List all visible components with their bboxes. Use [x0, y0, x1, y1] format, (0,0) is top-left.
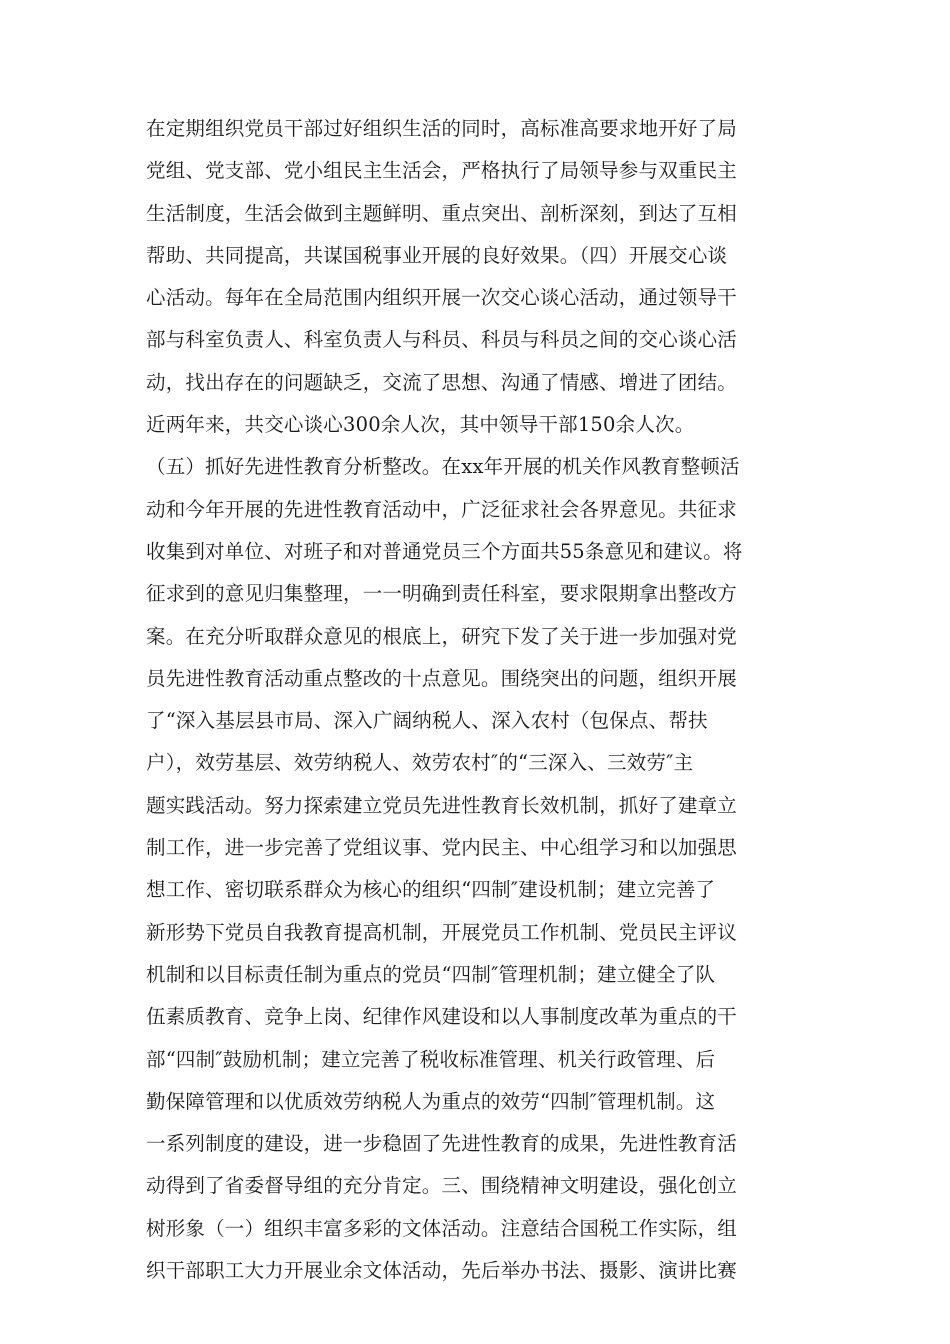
text-line: （五）抓好先进性教育分析整改。在xx年开展的机关作风教育整顿活 [146, 455, 740, 479]
text-line: 收集到对单位、对班子和对普通党员三个方面共55条意见和建议。将 [146, 539, 743, 563]
text-line: 伍素质教育、竞争上岗、纪律作风建设和以人事制度改革为重点的干 [146, 1005, 738, 1029]
text-line: 心活动。每年在全局范围内组织开展一次交心谈心活动，通过领导干 [146, 286, 738, 310]
body-text [146, 108, 826, 1292]
text-line: 在定期组织党员干部过好组织生活的同时，高标准高要求地开好了局 [146, 117, 738, 140]
text-line: 户），效劳基层、效劳纳税人、效劳农村″的“三深入、三效劳″主 [146, 751, 694, 775]
text-line: 树形象（一）组织丰富多彩的文体活动。注意结合国税工作实际，组 [146, 1216, 738, 1240]
text-line: 了“深入基层县市局、深入广阔纳税人、深入农村（包保点、帮扶 [146, 709, 708, 733]
text-line: 党组、党支部、党小组民主生活会，严格执行了局领导参与双重民主 [146, 159, 738, 183]
text-line: 想工作、密切联系群众为核心的组织“四制″建设机制；建立完善了 [146, 878, 716, 902]
text-line: 动，找出存在的问题缺乏，交流了思想、沟通了情感、增进了团结。 [146, 370, 738, 394]
text-line: 案。在充分听取群众意见的根底上，研究下发了关于进一步加强对党 [146, 624, 738, 648]
text-line: 帮助、共同提高，共谋国税事业开展的良好效果。（四）开展交心谈 [146, 243, 728, 267]
text-line: 勤保障管理和以优质效劳纳税人为重点的效劳“四制″管理机制。这 [146, 1089, 716, 1113]
text-line: 新形势下党员自我教育提高机制，开展党员工作机制、党员民主评议 [146, 920, 738, 944]
text-line: 部与科室负责人、科室负责人与科员、科员与科员之间的交心谈心活 [146, 328, 738, 352]
text-line: 织干部职工大力开展业余文体活动，先后举办书法、摄影、演讲比赛 [146, 1259, 738, 1283]
text-line: 机制和以目标责任制为重点的党员“四制″管理机制；建立健全了队 [146, 962, 716, 986]
text-line: 动和今年开展的先进性教育活动中，广泛征求社会各界意见。共征求 [146, 497, 738, 521]
text-line: 近两年来，共交心谈心300余人次，其中领导干部150余人次。 [146, 413, 695, 437]
text-line: 生活制度，生活会做到主题鲜明、重点突出、剖析深刻，到达了互相 [146, 201, 738, 225]
text-line: 题实践活动。努力探索建立党员先进性教育长效机制，抓好了建章立 [146, 793, 738, 817]
text-line: 一系列制度的建设，进一步稳固了先进性教育的成果，先进性教育活 [146, 1132, 738, 1156]
text-line: 部“四制″鼓励机制；建立完善了税收标准管理、机关行政管理、后 [146, 1047, 716, 1071]
text-line: 制工作，进一步完善了党组议事、党内民主、中心组学习和以加强思 [146, 836, 738, 860]
text-line: 征求到的意见归集整理，一一明确到责任科室，要求限期拿出整改方 [146, 582, 738, 606]
text-line: 动得到了省委督导组的充分肯定。三、围绕精神文明建设，强化创立 [146, 1174, 738, 1198]
text-line: 员先进性教育活动重点整改的十点意见。围绕突出的问题，组织开展 [146, 666, 738, 690]
